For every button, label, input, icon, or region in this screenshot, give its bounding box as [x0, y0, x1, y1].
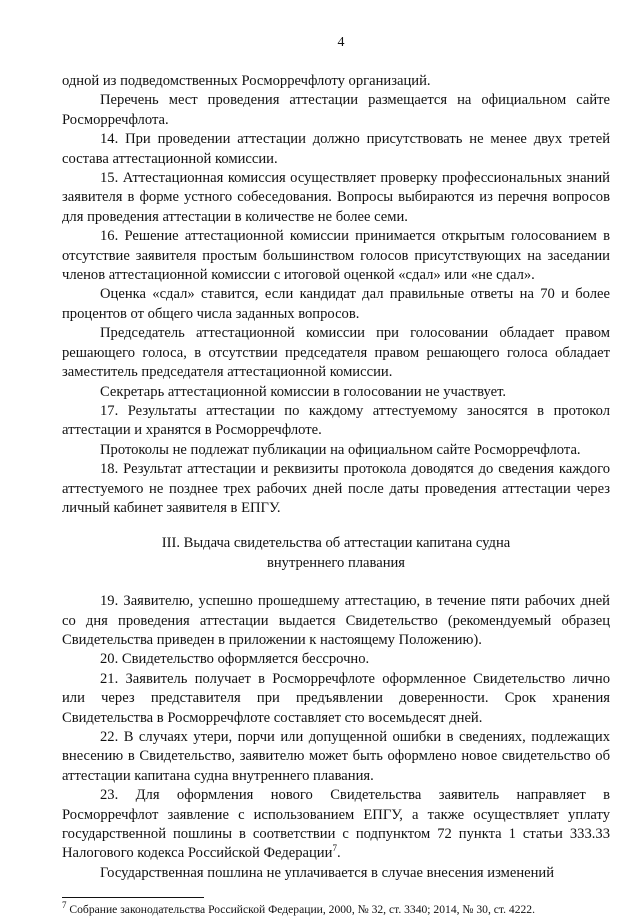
- document-page: [62, 34, 610, 917]
- paragraph: 21. Заявитель получает в Росморречфлоте оформленное Свидетельство лично или через представителя при предъявлении доверенности. Срок хранения Свидетельства в Росморречфлоте составляет сто восемьдесят дней.: [62, 670, 610, 726]
- paragraph-23: [62, 786, 610, 864]
- section-heading: [62, 534, 610, 573]
- footnote-reference: 7: [332, 843, 337, 854]
- paragraphs-after-section: [62, 592, 610, 883]
- paragraphs-before-section: [62, 72, 610, 518]
- paragraph: 22. В случаях утери, порчи или допущенной ошибки в сведениях, подлежащих внесению в Свидетельство, заявителю может быть оформлено новое свидетельство об аттестации капитана судна внутреннего плавания.: [62, 729, 610, 784]
- section-heading-line: III. Выдача свидетельства об аттестации капитана судна: [161, 535, 511, 552]
- paragraph: 20. Свидетельство оформляется бессрочно.: [100, 651, 370, 668]
- paragraph: Перечень мест проведения аттестации размещается на официальном сайте Росморречфлота.: [62, 92, 610, 128]
- paragraph: 14. При проведении аттестации должно присутствовать не менее двух третей состава аттестационной комиссии.: [62, 131, 610, 167]
- footnote-marker: 7: [62, 900, 67, 911]
- footnote: [62, 902, 610, 917]
- paragraph: 16. Решение аттестационной комиссии принимается открытым голосованием в отсутствие заявителя простым большинством голосов присутствующих на заседании членов аттестационной комиссии с итоговой оценкой «сдал» или «не сдал».: [62, 228, 610, 284]
- footnote-text: Собрание законодательства Российской Федерации, 2000, № 32, ст. 3340; 2014, № 30, ст. 4222.: [66, 903, 535, 917]
- paragraph: 19. Заявителю, успешно прошедшему аттестацию, в течение пяти рабочих дней со дня проведения аттестации выдается Свидетельство (рекомендуемый образец Свидетельства приведен в приложении к настоящему Положению).: [62, 593, 610, 648]
- paragraph: Протоколы не подлежат публикации на официальном сайте Росморречфлота.: [100, 441, 581, 458]
- paragraph: 17. Результаты аттестации по каждому аттестуемому заносятся в протокол аттестации и хранятся в Росморречфлоте.: [62, 402, 610, 439]
- paragraph-text: 23. Для оформления нового Свидетельства заявитель направляет в Росморречфлот заявление с использованием ЕПГУ, а также осуществляет уплату государственной пошлины в соответствии с подпунктом 72 пункта 1 статьи 333.33 Налогового кодекса Российской Федерации: [62, 787, 610, 862]
- paragraph: 15. Аттестационная комиссия осуществляет проверку профессиональных знаний заявителя в форме устного собеседования. Вопросы выбираются из перечня вопросов для проведения аттестации в количестве не более семи.: [62, 170, 610, 225]
- paragraph: Секретарь аттестационной комиссии в голосовании не участвует.: [100, 383, 507, 400]
- paragraph: Государственная пошлина не уплачивается в случае внесения изменений: [100, 864, 555, 881]
- paragraph: одной из подведомственных Росморречфлоту организаций.: [62, 73, 431, 89]
- page-number: 4: [337, 35, 345, 50]
- paragraph: Председатель аттестационной комиссии при голосовании обладает правом решающего голоса, в отсутствии председателя правом решающего голоса обладает заместитель председателя аттестационной комиссии.: [62, 325, 610, 381]
- paragraph: Оценка «сдал» ставится, если кандидат дал правильные ответы на 70 и более процентов от общего числа заданных вопросов.: [62, 286, 610, 322]
- paragraph-end: .: [336, 845, 341, 862]
- footnote-divider: [62, 897, 204, 898]
- section-heading-line: внутреннего плавания: [266, 554, 406, 571]
- paragraph: 18. Результат аттестации и реквизиты протокола доводятся до сведения каждого аттестуемого не позднее трех рабочих дней после даты проведения аттестации через личный кабинет заявителя в ЕПГУ.: [62, 461, 610, 516]
